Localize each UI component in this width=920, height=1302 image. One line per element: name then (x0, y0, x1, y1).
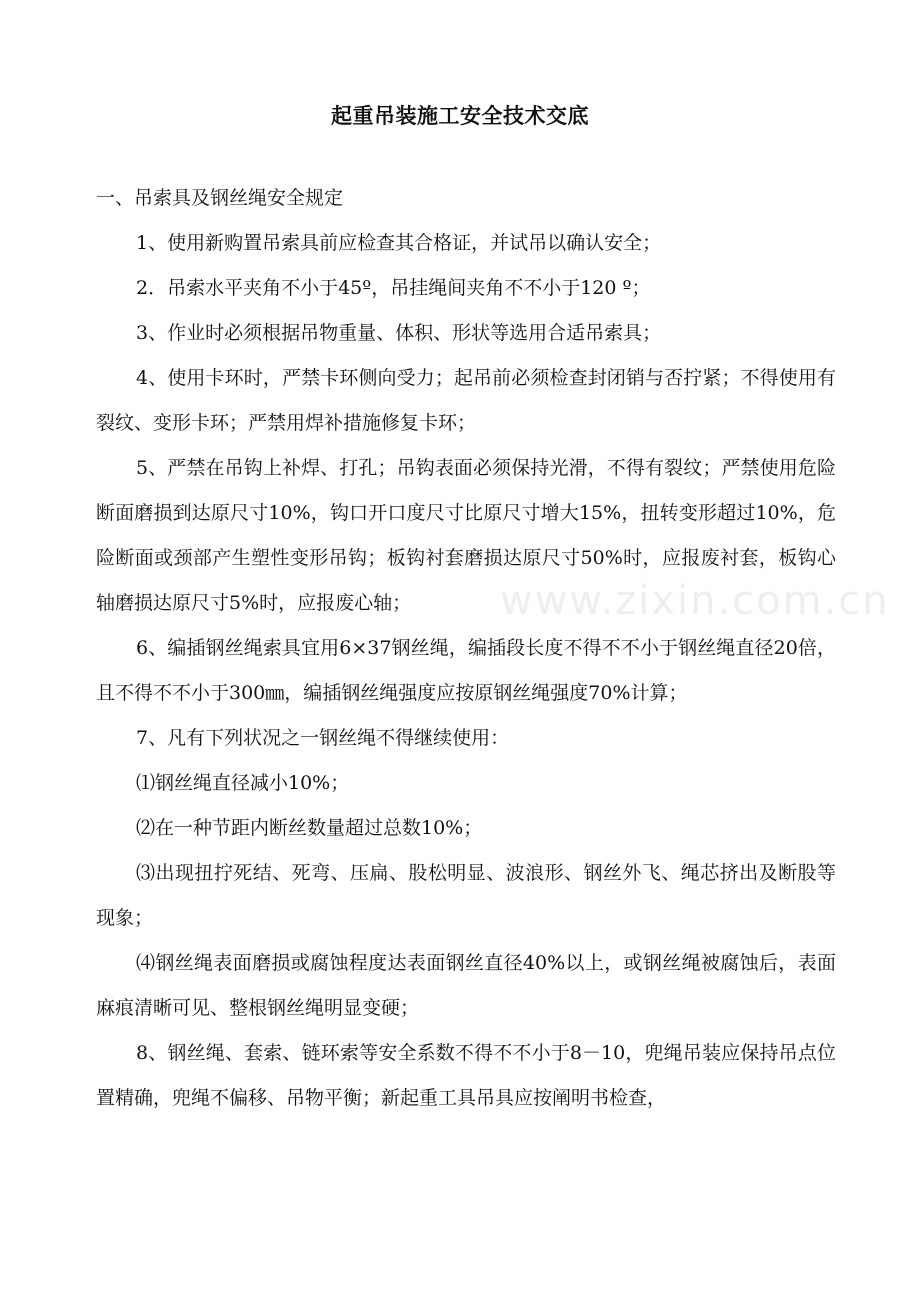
paragraph: 2．吊索水平夹角不小于45º，吊挂绳间夹角不不小于120 º； (136, 277, 651, 299)
document-title: 起重吊装施工安全技术交底 (331, 103, 589, 128)
paragraph: ⑶出现扭拧死结、死弯、压扁、股松明显、波浪形、钢丝外飞、绳芯挤出及断股等现象； (96, 862, 836, 929)
document-body (96, 176, 836, 1121)
paragraph: 1、使用新购置吊索具前应检查其合格证，并试吊以确认安全； (136, 232, 662, 254)
paragraph: ⑴钢丝绳直径减小10%； (136, 772, 350, 794)
section-heading: 一、吊索具及钢丝绳安全规定 (96, 187, 344, 209)
watermark: www.zixin.com.cn (500, 578, 890, 624)
paragraph: 6、编插钢丝绳索具宜用6×37钢丝绳，编插段长度不得不不小于钢丝绳直径20倍，且不得不不小于300㎜，编插钢丝绳强度应按原钢丝绳强度70%计算； (96, 637, 836, 704)
paragraph: ⑵在一种节距内断丝数量超过总数10%； (136, 817, 483, 839)
paragraph: 3、作业时必须根据吊物重量、体积、形状等选用合适吊索具； (136, 322, 662, 344)
paragraph: 4、使用卡环时，严禁卡环侧向受力；起吊前必须检查封闭销与否拧紧；不得使用有裂纹、变形卡环；严禁用焊补措施修复卡环； (96, 367, 836, 434)
paragraph: 5、严禁在吊钩上补焊、打孔；吊钩表面必须保持光滑，不得有裂纹；严禁使用危险断面磨损到达原尺寸10%，钩口开口度尺寸比原尺寸增大15%，扭转变形超过10%，危险断面或颈部产生塑性变形吊钩；板钩衬套磨损达原尺寸50%时，应报废衬套，板钩心轴磨损达原尺寸5%时，应报废心轴； (96, 457, 836, 614)
paragraph: 8、钢丝绳、套索、链环索等安全系数不得不不小于8－10，兜绳吊装应保持吊点位置精确，兜绳不偏移、吊物平衡；新起重工具吊具应按阐明书检查， (96, 1042, 836, 1109)
paragraph: 7、凡有下列状况之一钢丝绳不得继续使用： (136, 727, 510, 749)
paragraph: ⑷钢丝绳表面磨损或腐蚀程度达表面钢丝直径40%以上，或钢丝绳被腐蚀后，表面麻痕清晰可见、整根钢丝绳明显变硬； (96, 952, 836, 1019)
